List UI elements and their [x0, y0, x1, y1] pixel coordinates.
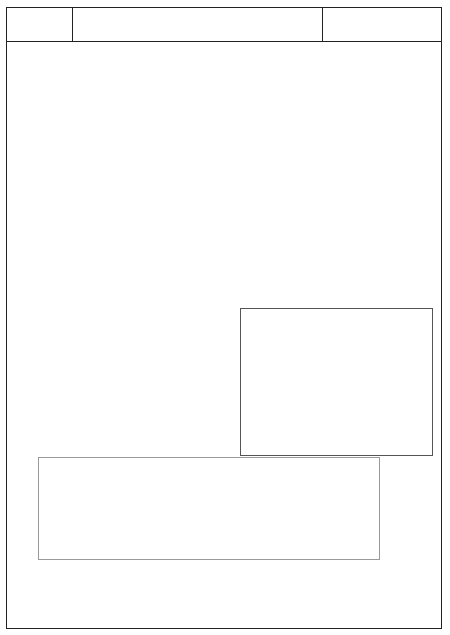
- bar-chart: [39, 458, 379, 559]
- document-header: [7, 8, 441, 42]
- header-meta: [323, 8, 441, 41]
- doc-type-label: [7, 8, 73, 41]
- bar-chart-box: [38, 457, 380, 560]
- pie-chart-box: [240, 308, 433, 456]
- pie-chart: [241, 309, 432, 455]
- doc-title: [73, 8, 323, 41]
